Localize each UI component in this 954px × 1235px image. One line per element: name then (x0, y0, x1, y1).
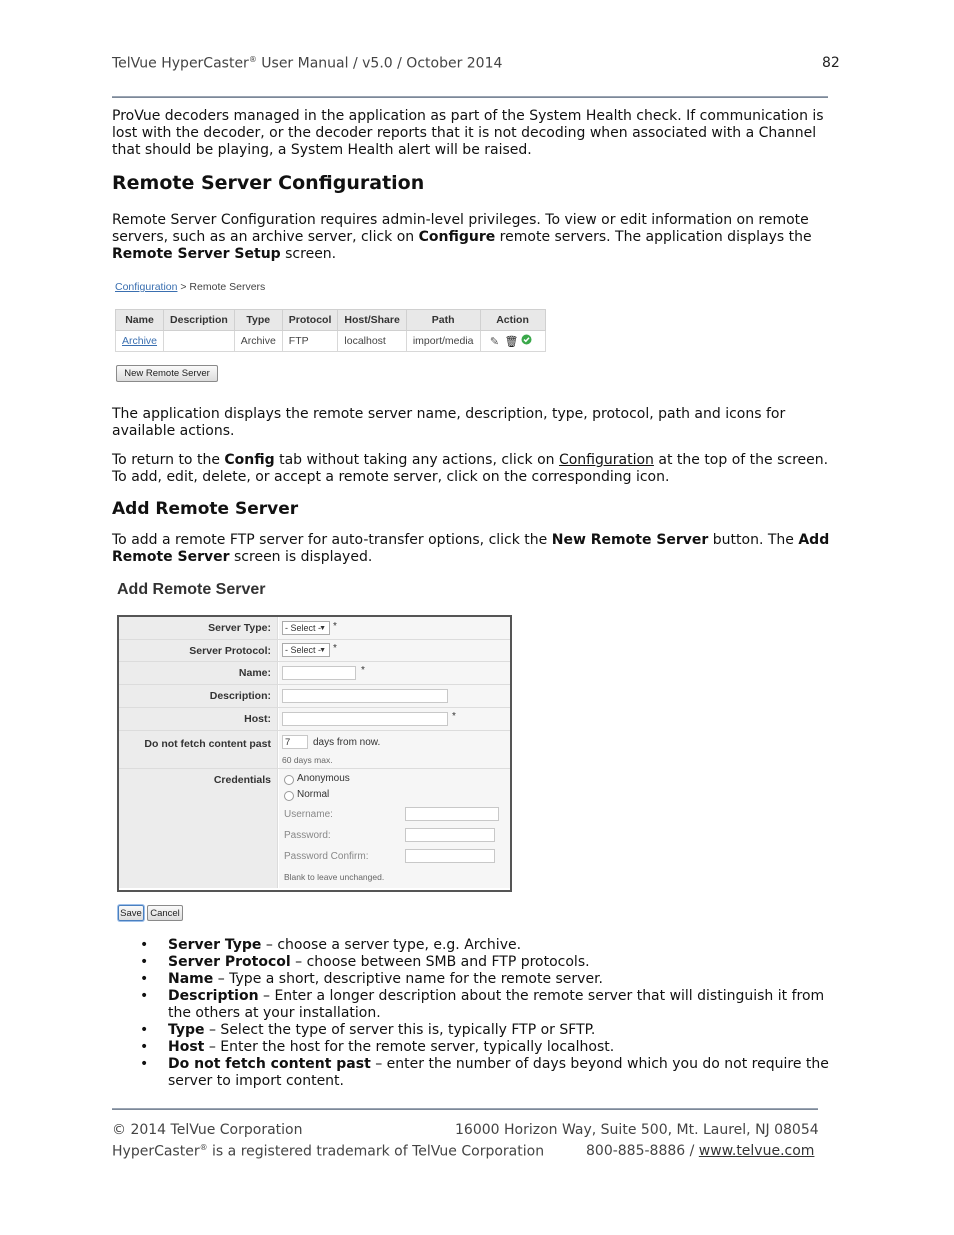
select-value: - Select - (285, 645, 322, 655)
row-credentials (119, 769, 510, 888)
cell-description (164, 331, 235, 352)
name-label: Name: (238, 667, 271, 679)
footer-copyright: © 2014 TelVue Corporation (112, 1122, 303, 1138)
website-link[interactable]: www.telvue.com (698, 1143, 815, 1159)
new-remote-server-button[interactable]: New Remote Server (116, 365, 218, 382)
breadcrumb-current: > Remote Servers (177, 281, 266, 293)
row-server-protocol (119, 640, 510, 662)
header-title: TelVue HyperCaster (112, 55, 249, 72)
cell-type: Archive (234, 331, 282, 352)
bullet-text: – Select the type of server this is, typically FTP or SFTP. (204, 1022, 596, 1038)
text: tab without taking any actions, click on (274, 452, 559, 468)
server-type-label: Server Type: (208, 622, 271, 634)
server-protocol-label: Server Protocol: (189, 645, 271, 657)
fetch-days-input[interactable]: 7 (282, 735, 308, 749)
edit-icon[interactable]: ✎ (489, 336, 500, 348)
header-subtitle: User Manual / v5.0 / October 2014 (256, 55, 503, 72)
col-name: Name (116, 310, 164, 331)
normal-radio[interactable] (284, 791, 294, 801)
bullet-text: – Enter a longer description about the remote server that will distinguish it from the others at your installation. (168, 988, 825, 1021)
archive-link[interactable]: Archive (122, 335, 158, 347)
section-heading-add-remote-server: Add Remote Server (112, 499, 299, 519)
list-item (112, 1039, 837, 1056)
section-heading-remote-server-configuration: Remote Server Configuration (112, 172, 425, 194)
text: screen. (280, 246, 337, 262)
add-remote-server-form (117, 615, 512, 892)
password-confirm-input[interactable] (405, 849, 495, 863)
bullet-text: – choose between SMB and FTP protocols. (290, 954, 590, 970)
required-mark: * (452, 711, 456, 722)
bullet-term: Description (168, 988, 259, 1004)
required-mark: * (333, 643, 337, 654)
description-label: Description: (209, 690, 271, 702)
list-item (112, 937, 837, 954)
bullet-text: – choose a server type, e.g. Archive. (261, 937, 522, 953)
password-input[interactable] (405, 828, 495, 842)
text: To add a remote FTP server for auto-transfer options, click the (112, 532, 552, 548)
description-input[interactable] (282, 689, 448, 703)
server-type-select[interactable] (282, 621, 330, 635)
bold-add-remote-server: Add Remote Server (112, 532, 830, 565)
text: screen is displayed. (229, 549, 373, 565)
cell-path: import/media (406, 331, 480, 352)
bullet-term: Server Protocol (168, 954, 291, 970)
col-description: Description (164, 310, 235, 331)
check-icon[interactable] (521, 334, 533, 348)
table-header-row (116, 310, 546, 331)
list-item (112, 1022, 837, 1039)
cell-host: localhost (338, 331, 406, 352)
header-rule (112, 96, 828, 98)
fetch-days-suffix: days from now. (313, 737, 381, 748)
password-label: Password: (284, 830, 331, 841)
bullet-text: – Enter the host for the remote server, typically localhost. (204, 1039, 615, 1055)
table-row (116, 331, 546, 352)
select-value: - Select - (285, 623, 322, 633)
username-input[interactable] (405, 807, 499, 821)
bold-new-remote-server: New Remote Server (551, 532, 709, 548)
row-description (119, 685, 510, 708)
server-protocol-select[interactable] (282, 643, 330, 657)
list-item (112, 954, 837, 971)
footer-phone: 800-885-8886 / (586, 1143, 699, 1159)
trademark-text: is a registered trademark of TelVue Corporation (207, 1143, 545, 1160)
username-label: Username: (284, 809, 333, 820)
fetch-limit-label: Do not fetch content past (144, 738, 271, 750)
cancel-button[interactable]: Cancel (147, 905, 183, 921)
intro-paragraph: ProVue decoders managed in the application as part of the System Health check. If communication is lost with the decoder, or the decoder reports that it is not decoding when associated with a Channel that should be playing, a System Health alert will be raised. (112, 108, 824, 158)
section2-paragraph (112, 532, 837, 566)
bold-remote-server-setup: Remote Server Setup (112, 246, 281, 262)
normal-label: Normal (297, 789, 330, 800)
text: button. The (708, 532, 799, 548)
bullet-text: – Type a short, descriptive name for the remote server. (213, 971, 603, 987)
page-header (112, 55, 502, 72)
bullet-term: Server Type (168, 937, 262, 953)
section1-paragraph-3 (112, 452, 837, 486)
row-fetch-limit (119, 731, 510, 769)
form-title: Add Remote Server (117, 581, 266, 598)
name-input[interactable] (282, 666, 356, 680)
row-server-type (119, 617, 510, 640)
password-confirm-label: Password Confirm: (284, 851, 369, 862)
bullet-term: Type (168, 1022, 205, 1038)
col-protocol: Protocol (282, 310, 338, 331)
host-input[interactable] (282, 712, 448, 726)
footer-contact (586, 1143, 814, 1159)
footer-rule (112, 1108, 818, 1110)
trademark-name: HyperCaster (112, 1143, 200, 1160)
bullet-term: Do not fetch content past (168, 1056, 371, 1072)
chevron-down-icon: ▼ (319, 647, 326, 654)
anonymous-label: Anonymous (297, 773, 350, 784)
breadcrumb-configuration-link[interactable]: Configuration (115, 281, 178, 293)
required-mark: * (361, 665, 365, 676)
list-item (112, 988, 837, 1022)
text: To return to the (112, 452, 225, 468)
blank-hint: Blank to leave unchanged. (284, 872, 385, 882)
bullet-text: – enter the number of days beyond which you do not require the server to import content. (168, 1056, 829, 1089)
remote-servers-table (115, 309, 546, 352)
cell-protocol: FTP (282, 331, 338, 352)
host-label: Host: (244, 713, 271, 725)
col-host-share: Host/Share (338, 310, 406, 331)
save-button[interactable]: Save (118, 905, 144, 921)
bullet-term: Name (168, 971, 214, 987)
list-item (112, 971, 837, 988)
section1-paragraph-2: The application displays the remote server name, description, type, protocol, path and icons for available actions. (112, 406, 786, 439)
field-descriptions-list (112, 937, 837, 1090)
trash-icon[interactable]: 🗑 (504, 336, 519, 348)
required-mark: * (333, 621, 337, 632)
col-type: Type (234, 310, 282, 331)
section1-paragraph-1 (112, 212, 837, 263)
bullet-term: Host (168, 1039, 205, 1055)
bold-configure: Configure (418, 229, 496, 245)
registered-mark: ® (248, 55, 257, 64)
text: remote servers. The application displays the (495, 229, 812, 245)
row-name (119, 662, 510, 685)
footer-trademark (112, 1143, 544, 1160)
credentials-label: Credentials (213, 774, 271, 786)
chevron-down-icon: ▼ (319, 625, 326, 632)
registered-mark: ® (199, 1143, 208, 1152)
footer-address: 16000 Horizon Way, Suite 500, Mt. Laurel, NJ 08054 (455, 1122, 819, 1138)
anonymous-radio[interactable] (284, 775, 294, 785)
breadcrumb (115, 281, 265, 293)
configuration-link-text: Configuration (558, 452, 654, 468)
list-item (112, 1056, 837, 1090)
text: Remote Server Configuration requires admin-level privileges. To view or edit information on remote servers, such as an archive server, click on (112, 212, 809, 245)
col-path: Path (406, 310, 480, 331)
text: at the top of the screen. To add, edit, delete, or accept a remote server, click on the corresponding icon. (112, 452, 829, 485)
bold-config: Config (224, 452, 275, 468)
cell-actions (480, 331, 545, 352)
page-number: 82 (822, 55, 840, 71)
col-action: Action (480, 310, 545, 331)
row-host (119, 708, 510, 731)
fetch-days-hint: 60 days max. (282, 755, 333, 765)
